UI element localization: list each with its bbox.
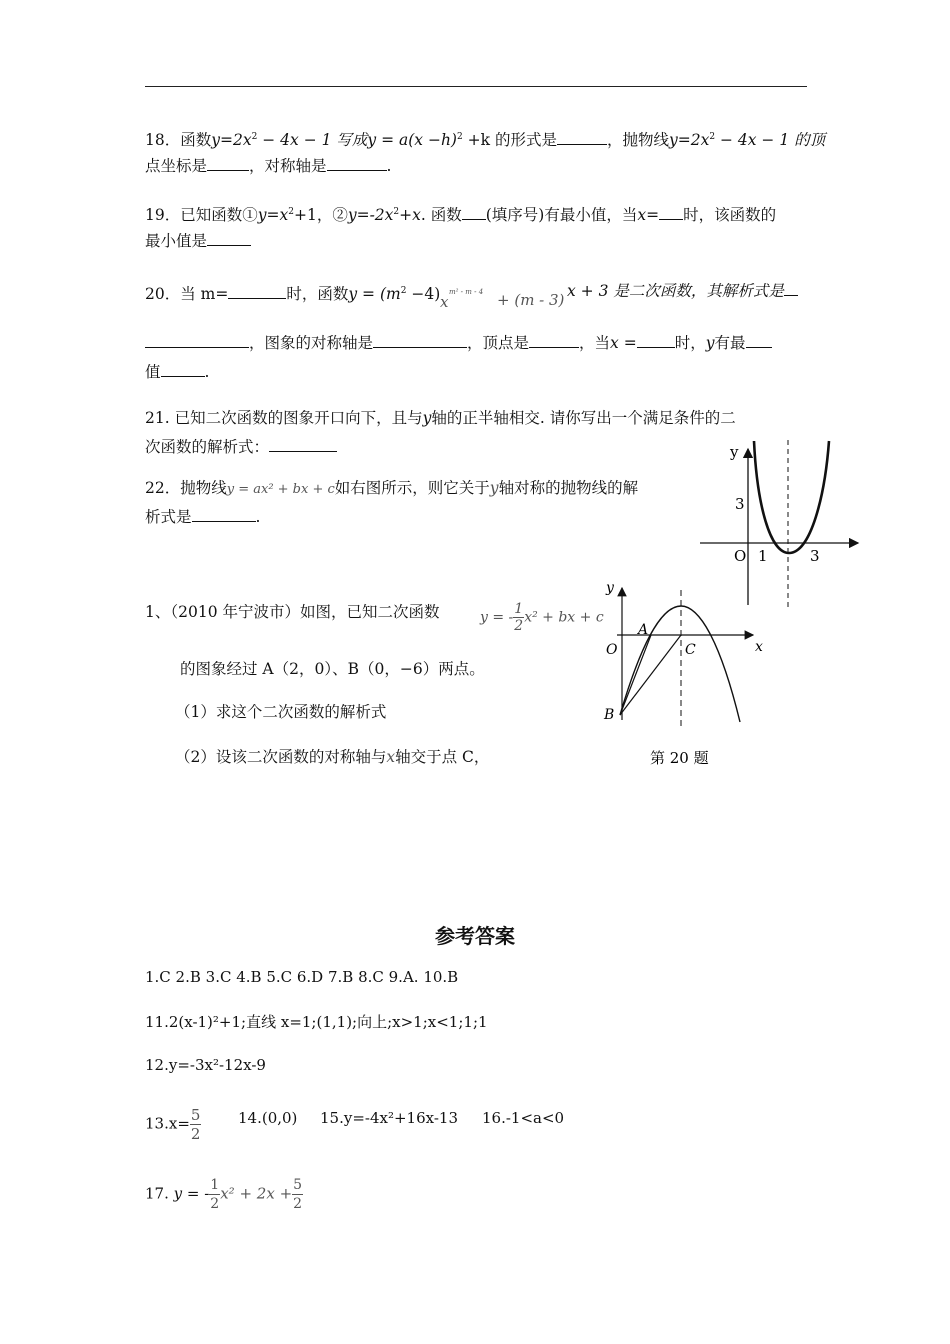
- q20-text: 值: [145, 363, 161, 381]
- origin-label: O: [734, 547, 747, 565]
- p1-frac-num: 1: [514, 601, 524, 617]
- answer-17-prefix: 17.: [145, 1184, 169, 1203]
- q19-text: 时，该函数的: [683, 206, 777, 225]
- answers-1-10: 1.C 2.B 3.C 4.B 5.C 6.D 7.B 8.C 9.A. 10.B: [145, 968, 459, 986]
- answer-17-fraction-1: [209, 1176, 220, 1213]
- q18-blank-2[interactable]: [207, 156, 249, 171]
- point-b-label: B: [604, 707, 615, 723]
- p1-formula-a: y = -: [480, 609, 514, 626]
- q19-text: +1，②: [293, 206, 348, 225]
- q20-text: ，图象的对称轴是: [249, 334, 374, 352]
- q19-text: (填序号)有最小值，当: [485, 206, 638, 225]
- q19-blank-3[interactable]: [207, 231, 251, 246]
- q20-blank-2[interactable]: [784, 281, 798, 296]
- q19-text: 19．已知函数①: [145, 206, 258, 225]
- q22-line2: [145, 505, 260, 529]
- tick-3-x: 3: [810, 547, 820, 565]
- header-rule: [145, 86, 807, 87]
- p1-line4: [175, 745, 489, 769]
- q22-formula: y = ax² + bx + c: [226, 482, 335, 497]
- q20-line2: [145, 331, 772, 355]
- q20-text: 时，函数: [286, 285, 349, 304]
- q22-blank[interactable]: [192, 507, 256, 522]
- q18-formula-1: y=2x: [211, 131, 252, 150]
- q20-blank-6[interactable]: [637, 333, 675, 348]
- answer-12: 12.y=-3x²-12x-9: [145, 1056, 266, 1074]
- q20-exp-base: x: [440, 293, 449, 311]
- answer-15: 15.y=-4x²+16x-13: [320, 1109, 458, 1127]
- q18-text: 点坐标是: [145, 157, 208, 175]
- y-axis-label: y: [606, 580, 614, 596]
- q18-blank-1[interactable]: [557, 130, 607, 145]
- q21-y: y: [422, 409, 432, 427]
- q19-formula-1: y=x: [257, 206, 289, 225]
- q18-formula-2: y = a(x −h): [367, 131, 457, 150]
- q20-line1b: [567, 279, 798, 303]
- q18-formula-1b: − 4x − 1 写成: [257, 131, 368, 150]
- q20-text: .: [204, 363, 210, 381]
- q20-formula-3: x + 3 是二次函数，其解析式是: [567, 282, 784, 300]
- q19-text: 最小值是: [145, 232, 208, 250]
- point-c-label: C: [685, 642, 696, 658]
- q20-y: y: [705, 334, 715, 352]
- answer-13-prefix: 13.x=: [145, 1114, 190, 1133]
- q20-x: x =: [610, 334, 637, 352]
- q20-exponent: m² - m - 4: [449, 288, 484, 296]
- q19-blank-1[interactable]: [462, 205, 486, 220]
- p1-line2: 的图象经过 A（2，0）、B（0，−6）两点。: [180, 660, 485, 678]
- answer-17-den-2: 2: [293, 1196, 303, 1212]
- point-a-label: A: [638, 622, 649, 638]
- q19-formula-2b: +x: [399, 206, 421, 225]
- q18-text: .: [386, 157, 392, 175]
- p1-parabola-graph: [595, 570, 775, 770]
- q18-formula-3: y=2x: [668, 131, 710, 150]
- q18-line2: [145, 154, 391, 178]
- answer-17-den-1: 2: [210, 1196, 220, 1212]
- q20-formula-1b: −4): [406, 285, 441, 304]
- q20-blank-3[interactable]: [145, 333, 249, 348]
- q22-line1: [145, 476, 638, 502]
- q20-blank-5[interactable]: [529, 333, 579, 348]
- q18-mid: ，抛物线: [606, 131, 669, 150]
- tick-1-x: 1: [758, 547, 768, 565]
- answer-13-den: 2: [190, 1125, 201, 1143]
- q20-formula-2: + (m - 3): [497, 291, 565, 309]
- q20-blank-1[interactable]: [228, 284, 286, 299]
- p1-line3: （1）求这个二次函数的解析式: [175, 703, 387, 721]
- answer-17-num-2: 5: [293, 1177, 303, 1193]
- q22-text: 如右图所示，则它关于: [334, 479, 490, 497]
- q21-line1: [145, 406, 736, 430]
- x-axis-label: x: [755, 639, 763, 655]
- p1-formula-b: x² + bx + c: [524, 609, 604, 626]
- parabola-curve: [754, 441, 829, 553]
- q18-text: 18．函数: [145, 131, 212, 150]
- answer-17-y: y = -: [173, 1184, 210, 1203]
- q20-blank-8[interactable]: [161, 362, 205, 377]
- q20-line3: [145, 360, 209, 384]
- p1-formula: [480, 601, 604, 634]
- segment-bc: [620, 635, 681, 715]
- q21-text: 次函数的解析式：: [145, 438, 270, 456]
- answer-13: [145, 1106, 201, 1143]
- q18-line1: 18．函数$y=2x^2 - 4x - 1$ 写成$y = a(x -h)^2 +k$ 的形式是 ，抛物线$y=2x^2 - 4x - 1$ 的顶: [145, 131, 826, 150]
- q19-formula-2: y=-2x: [347, 206, 394, 225]
- q20-text: ，当: [579, 334, 611, 352]
- q22-text: .: [255, 508, 261, 526]
- q19-line1: 19．已知函数$①y=x^2+1$，$②y=-2x^2+x$. 函数 (填序号)有最小值，当x= 时，该函数的: [145, 206, 777, 225]
- answer-11: 11.2(x-1)²+1;直线 x=1;(1,1);向上;x>1;x<1;1;1: [145, 1013, 488, 1031]
- p1-fraction: [513, 601, 524, 634]
- q22-y: y: [489, 479, 499, 497]
- q18-blank-3[interactable]: [327, 156, 387, 171]
- p1-text: 1、（2010 年宁波市）如图，已知二次函数: [145, 603, 440, 621]
- q18-formula-3b: − 4x − 1 的顶: [715, 131, 826, 150]
- q19-text: . 函数: [420, 206, 462, 225]
- answer-17-fraction-2: [292, 1176, 303, 1213]
- answer-16: 16.-1<a<0: [482, 1109, 565, 1127]
- p1-text: 轴交于点 C，: [395, 748, 490, 766]
- q19-line2: [145, 229, 251, 253]
- figure-caption: 第 20 题: [650, 749, 709, 767]
- answer-14: 14.(0,0): [238, 1109, 298, 1127]
- q21-line2: [145, 435, 337, 459]
- q22-text: 析式是: [145, 508, 192, 526]
- y-axis-label: y: [730, 443, 739, 461]
- answer-17-num-1: 1: [210, 1177, 220, 1193]
- q18-formula-2b: +k 的形式是: [462, 131, 557, 150]
- answer-17-mid: x² + 2x +: [220, 1184, 293, 1203]
- q18-text: ，对称轴是: [249, 157, 327, 175]
- q20-text: 有最: [714, 334, 746, 352]
- q19-x: x=: [637, 206, 660, 225]
- q22-text: 22．抛物线: [145, 479, 227, 497]
- p1-frac-den: 2: [514, 618, 524, 634]
- q22-text: 轴对称的抛物线的解: [498, 479, 639, 497]
- answer-17: [145, 1176, 303, 1213]
- q20-formula-1: y = (m: [348, 285, 401, 304]
- q20-text: 时，: [674, 334, 706, 352]
- answer-13-fraction: [190, 1106, 202, 1143]
- answer-13-num: 5: [190, 1106, 201, 1124]
- q21-text: 轴的正半轴相交. 请你写出一个满足条件的二: [431, 409, 736, 427]
- q20-line1: 20．当 m= 时，函数$y = (m^2 -4)$: [145, 285, 441, 304]
- q21-blank[interactable]: [269, 437, 337, 452]
- p1-text: （2）设该二次函数的对称轴与: [175, 748, 387, 766]
- p1-line1: [145, 600, 440, 624]
- origin-label: O: [606, 642, 618, 658]
- q20-text: 20．当 m=: [145, 285, 229, 304]
- tick-3-y: 3: [735, 495, 745, 513]
- q20-blank-7[interactable]: [746, 333, 772, 348]
- segment-ba: [620, 635, 651, 715]
- p1-x: x: [386, 748, 396, 766]
- q19-blank-2[interactable]: [659, 205, 683, 220]
- q20-blank-4[interactable]: [373, 333, 467, 348]
- q20-text: ，顶点是: [467, 334, 530, 352]
- answers-title: 参考答案: [435, 924, 515, 948]
- q21-text: 21. 已知二次函数的图象开口向下，且与: [145, 409, 423, 427]
